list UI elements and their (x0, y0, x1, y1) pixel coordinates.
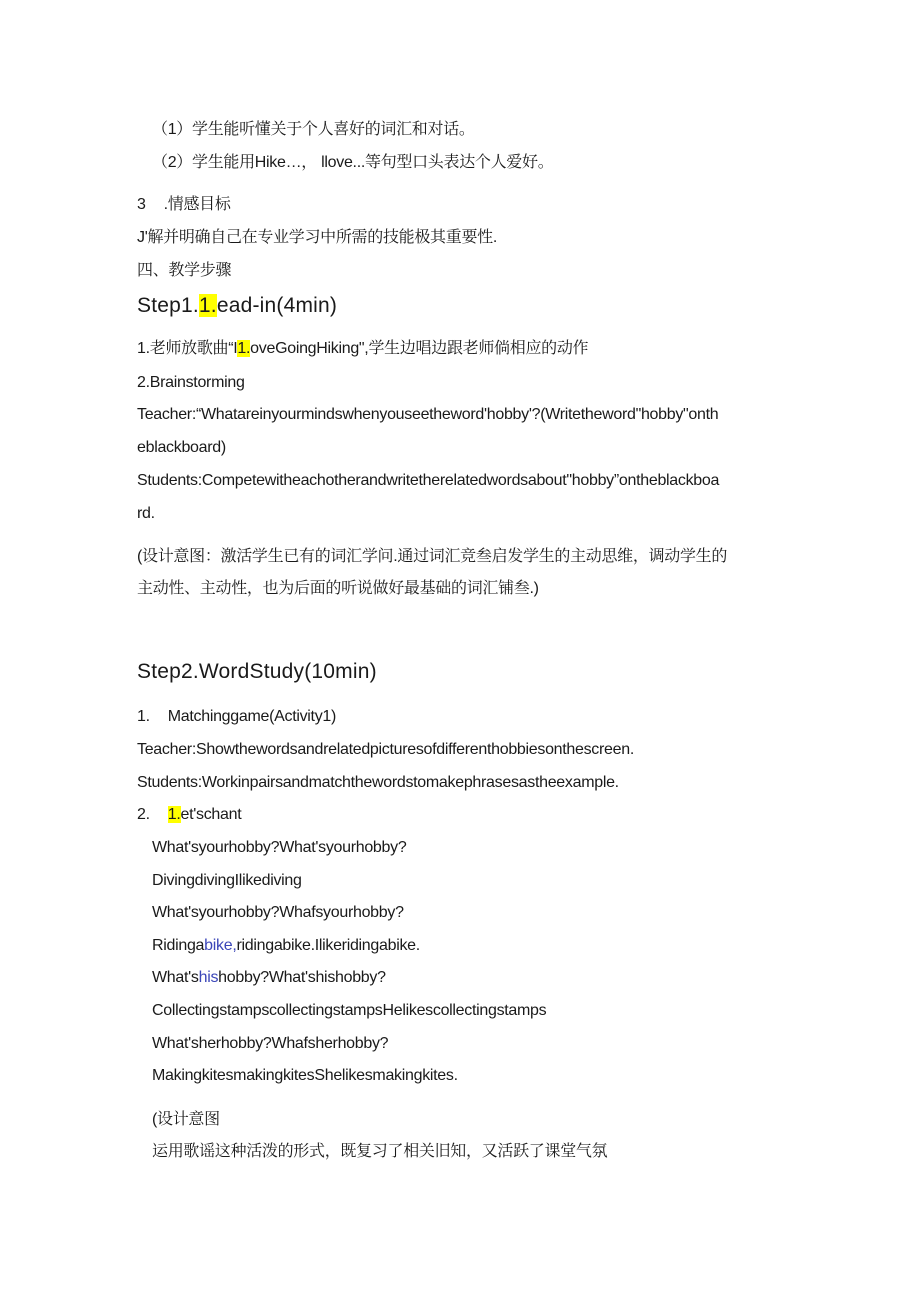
chant-line (152, 968, 386, 988)
step1-heading (137, 293, 337, 319)
chant-line: CollectingstampscollectingstampsHelikescollectingstamps (152, 1002, 547, 1019)
step1-design-intent-cont: 主动性、主动性，也为后面的听说做好最基础的词汇铺叁.) (137, 580, 539, 597)
step1-item-2: 2.Brainstorming (137, 374, 245, 391)
chant-text: Ridinga (152, 937, 205, 954)
chant-text: What's (152, 969, 199, 986)
chant-text-blue: his (198, 969, 219, 986)
chant-line: DivingdivingIlikediving (152, 872, 302, 889)
step2-item-1 (137, 707, 336, 727)
objective-1: （1）学生能听懂关于个人喜好的词汇和对话。 (152, 121, 475, 138)
step2-teacher-line: Teacher:Showthewordsandrelatedpicturesofdifferenthobbiesonthescreen. (137, 741, 634, 758)
highlight-mark: 1. (198, 294, 217, 317)
item-text: Matchinggame(Activity1) (167, 708, 337, 725)
highlight-mark: 1. (237, 340, 251, 357)
chant-line (152, 936, 420, 956)
chant-line: What'sherhobby?Whafsherhobby? (152, 1035, 389, 1052)
chant-line: What'syourhobby?Whafsyourhobby? (152, 904, 404, 921)
step1-item-1-suffix: oveGoingHiking",学生边唱边跟老师倘相应的动作 (250, 340, 589, 357)
section-number: 3 (137, 196, 146, 213)
chant-line: What'syourhobby?What'syourhobby? (152, 839, 407, 856)
emotional-goal-text: J'解并明确自己在专业学习中所需的技能极其重要性. (137, 229, 498, 246)
step2-design-intent-heading: (设计意图 (152, 1111, 220, 1128)
chant-text: ridingabike.Ilikeridingabike. (236, 937, 420, 954)
step2-design-intent-text: 运用歌谣这种活泼的形式，既复习了相关旧知，又活跃了课堂气氛 (152, 1143, 608, 1160)
teaching-steps-heading: 四、教学步骤 (137, 262, 232, 279)
chant-line: MakingkitesmakingkitesShelikesmakingkites. (152, 1067, 458, 1084)
section-title: .情感目标 (163, 196, 231, 213)
highlight-mark: 1. (167, 806, 181, 823)
step1-teacher-line-cont: eblackboard) (137, 439, 226, 456)
step1-students-line: Students:Competewitheachotherandwritetherelatedwordsabout"hobby”ontheblackboa (137, 472, 720, 489)
step1-prefix: Step1. (137, 294, 199, 317)
step1-teacher-line: Teacher:“Whatareinyourmindswhenyouseetheword'hobby'?(Writetheword"hobby"onth (137, 406, 719, 423)
step2-item-2 (137, 805, 241, 825)
chant-text: hobby?What'shishobby? (218, 969, 386, 986)
step1-suffix: ead-in(4min) (216, 294, 338, 317)
step1-design-intent: (设计意图：激活学生已有的词汇学问.通过词汇竞叁启发学生的主动思维，调动学生的 (137, 548, 728, 565)
step1-students-line-cont: rd. (137, 505, 155, 522)
item-text: et'schant (180, 806, 242, 823)
step2-heading: Step2.WordStudy(10min) (137, 660, 377, 683)
step1-item-1-prefix: 1.老师放歌曲“I (137, 340, 238, 357)
item-number: 2. (137, 806, 150, 823)
step1-item-1 (137, 339, 588, 359)
objective-2: （2）学生能用Hike…， llove...等句型口头表达个人爱好。 (152, 154, 554, 171)
emotional-goal-heading (137, 195, 231, 215)
chant-text-blue: bike, (204, 937, 237, 954)
step2-students-line: Students:Workinpairsandmatchthewordstomakephrasesastheexample. (137, 774, 619, 791)
item-number: 1. (137, 708, 150, 725)
